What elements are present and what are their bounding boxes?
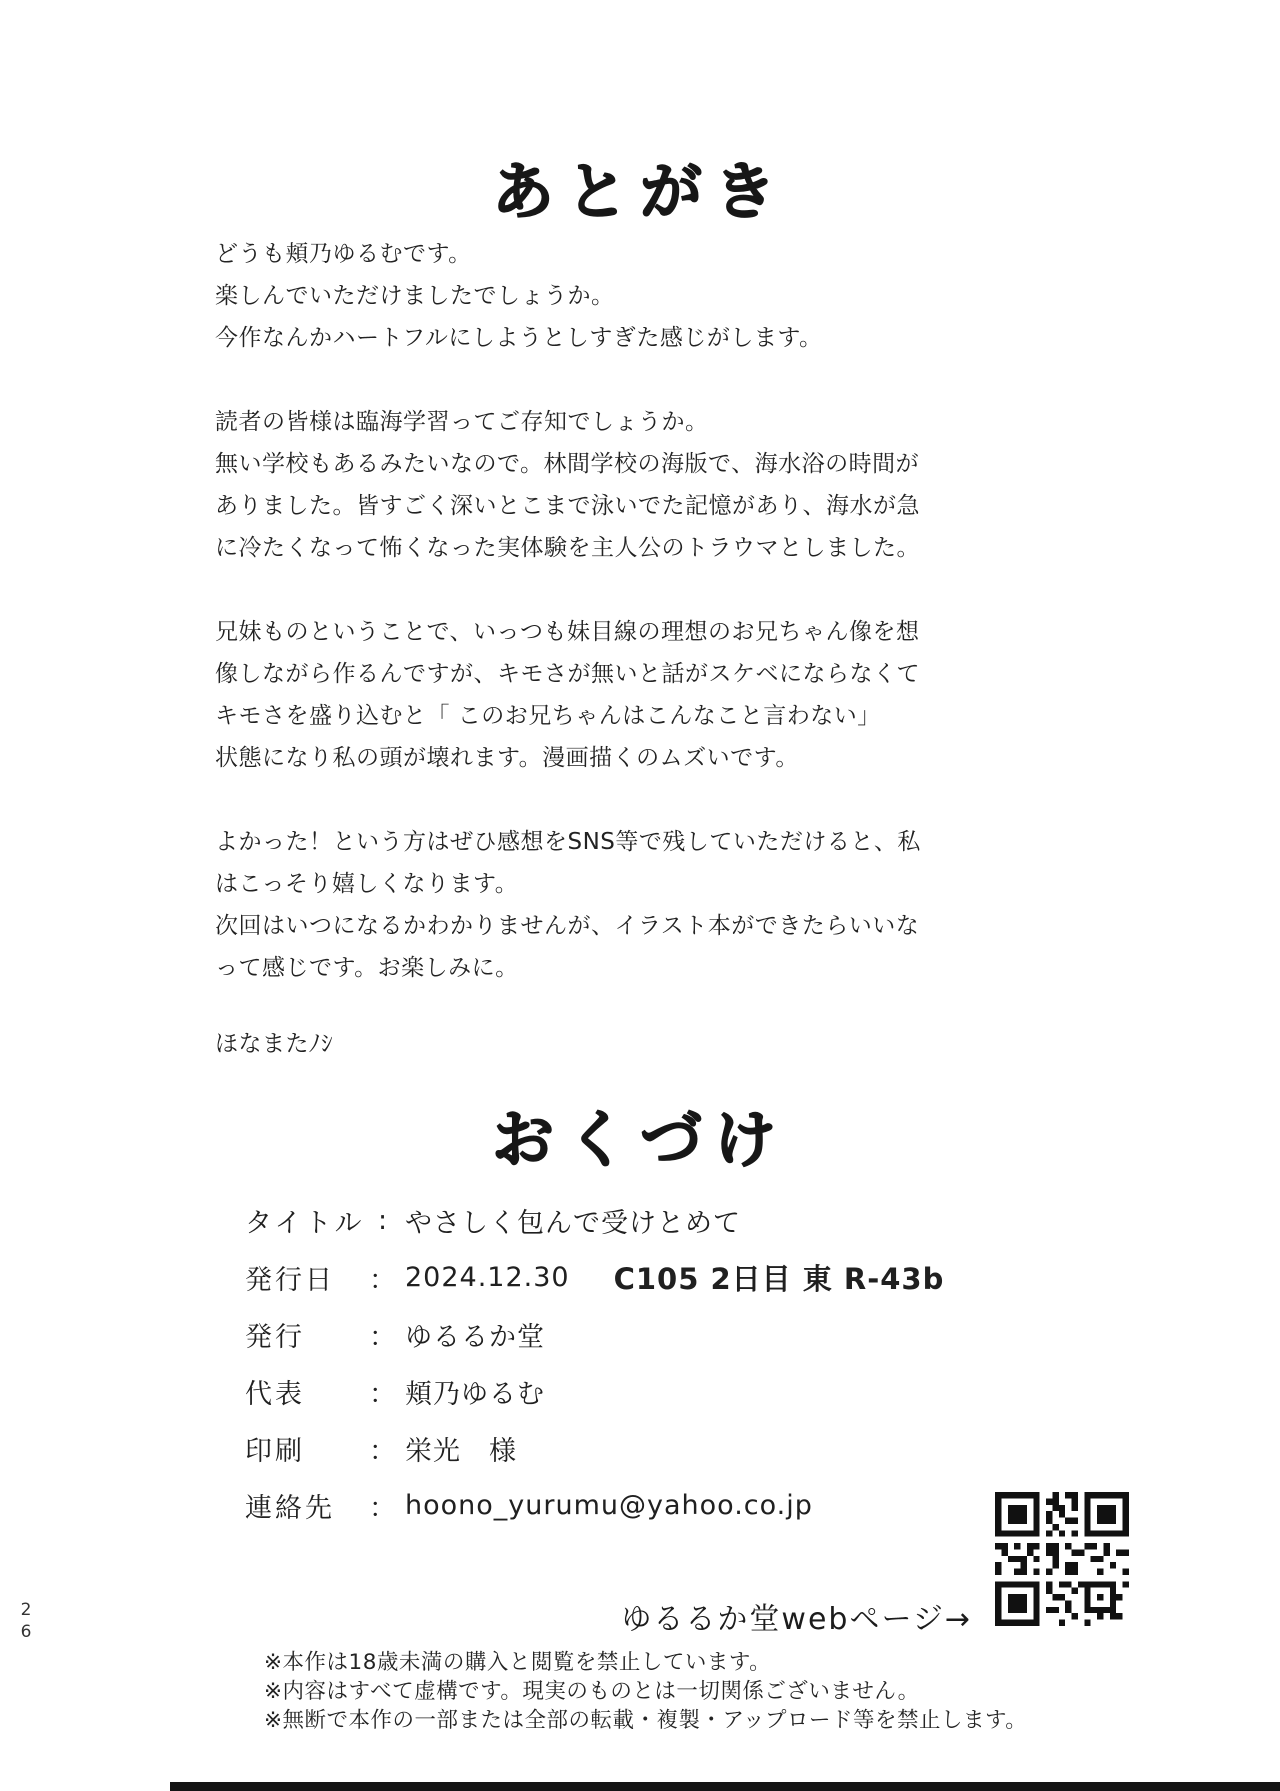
colophon-row-issue-date [245,1249,944,1306]
notice-no-reproduction: ※無断で本作の一部または全部の転載・複製・アップロード等を禁止します。 [264,1708,1028,1733]
colophon-table [245,1192,944,1534]
colophon-title: おくづけ [491,1103,788,1176]
contact-email: hoono_yurumu@yahoo.co.jp [405,1490,813,1521]
afterword-line: って感じです。お楽しみに。 [215,955,519,981]
colophon-separator: ： [369,1436,397,1467]
afterword-signoff: ほなまたﾉｼ [215,1031,333,1057]
colophon-separator: ： [369,1265,397,1296]
afterword-line: 像しながら作るんですが、キモさが無いと話がスケベにならなくて [215,661,920,687]
colophon-label: 印刷 [245,1436,305,1467]
colophon-row-printer [245,1420,944,1477]
page-edge-bar [170,1782,1280,1791]
afterword-line: 今作なんかハートフルにしようとしすぎた感じがします。 [215,325,823,351]
afterword-line: 状態になり私の頭が壊れます。漫画描くのムズいです。 [215,745,799,771]
colophon-separator: ： [369,1322,397,1353]
colophon-value: やさしく包んで受けとめて [405,1208,741,1239]
notice-fiction-disclaimer: ※内容はすべて虚構です。現実のものとは一切関係ございません。 [264,1679,920,1704]
colophon-value: ゆるるか堂 [405,1322,545,1353]
afterword-line: キモさを盛り込むと「 このお兄ちゃんはこんなこと言わない」 [215,703,881,729]
afterword-line: 兄妹ものということで、いっつも妹目線の理想のお兄ちゃん像を想 [215,619,920,645]
colophon-row-publisher [245,1306,944,1363]
afterword-body [215,233,921,1065]
colophon-label: 代表 [245,1379,305,1410]
colophon-label: 発行 [245,1322,305,1353]
colophon-value: 栄光 様 [405,1436,517,1467]
afterword-line: どうも頬乃ゆるむです。 [215,241,472,267]
afterword-line: 楽しんでいただけましたでしょうか。 [215,283,615,309]
web-page-caption: ゆるるか堂webページ→ [621,1602,972,1637]
colophon-separator: ： [369,1493,397,1524]
afterword-line: 読者の皆様は臨海学習ってご存知でしょうか。 [215,409,709,435]
notice-age-restriction: ※本作は18歳未満の購入と閲覧を禁止しています。 [264,1650,772,1675]
page-number: 26 [16,1600,36,1644]
afterword-line: はこっそり嬉しくなります。 [215,871,519,897]
afterword-title: あとがき [491,155,788,228]
colophon-separator: : [377,1205,389,1236]
colophon-label: 連絡先 [245,1493,335,1524]
qr-code [995,1492,1129,1626]
afterword-line: 次回はいつになるかわかりませんが、イラスト本ができたらいいな [215,913,920,939]
colophon-separator: ： [369,1379,397,1410]
colophon-label: 発行日 [245,1265,335,1296]
colophon-row-title [245,1192,944,1249]
colophon-label: タイトル [245,1208,365,1239]
colophon-row-representative [245,1363,944,1420]
afterword-line: よかった！という方はぜひ感想をSNS等で残していただけると、私 [215,829,921,855]
afterword-line: に冷たくなって怖くなった実体験を主人公のトラウマとしました。 [215,535,920,561]
event-info: C105 2日目 東 R-43b [613,1262,945,1296]
legal-notices [264,1648,1027,1735]
afterword-line: 無い学校もあるみたいなので。林間学校の海版で、海水浴の時間が [215,451,920,477]
afterword-line: ありました。皆すごく深いとこまで泳いでた記憶があり、海水が急 [215,493,920,519]
colophon-value: 頬乃ゆるむ [405,1379,545,1410]
colophon-row-contact [245,1477,944,1534]
colophon-value: 2024.12.30 [405,1262,570,1293]
